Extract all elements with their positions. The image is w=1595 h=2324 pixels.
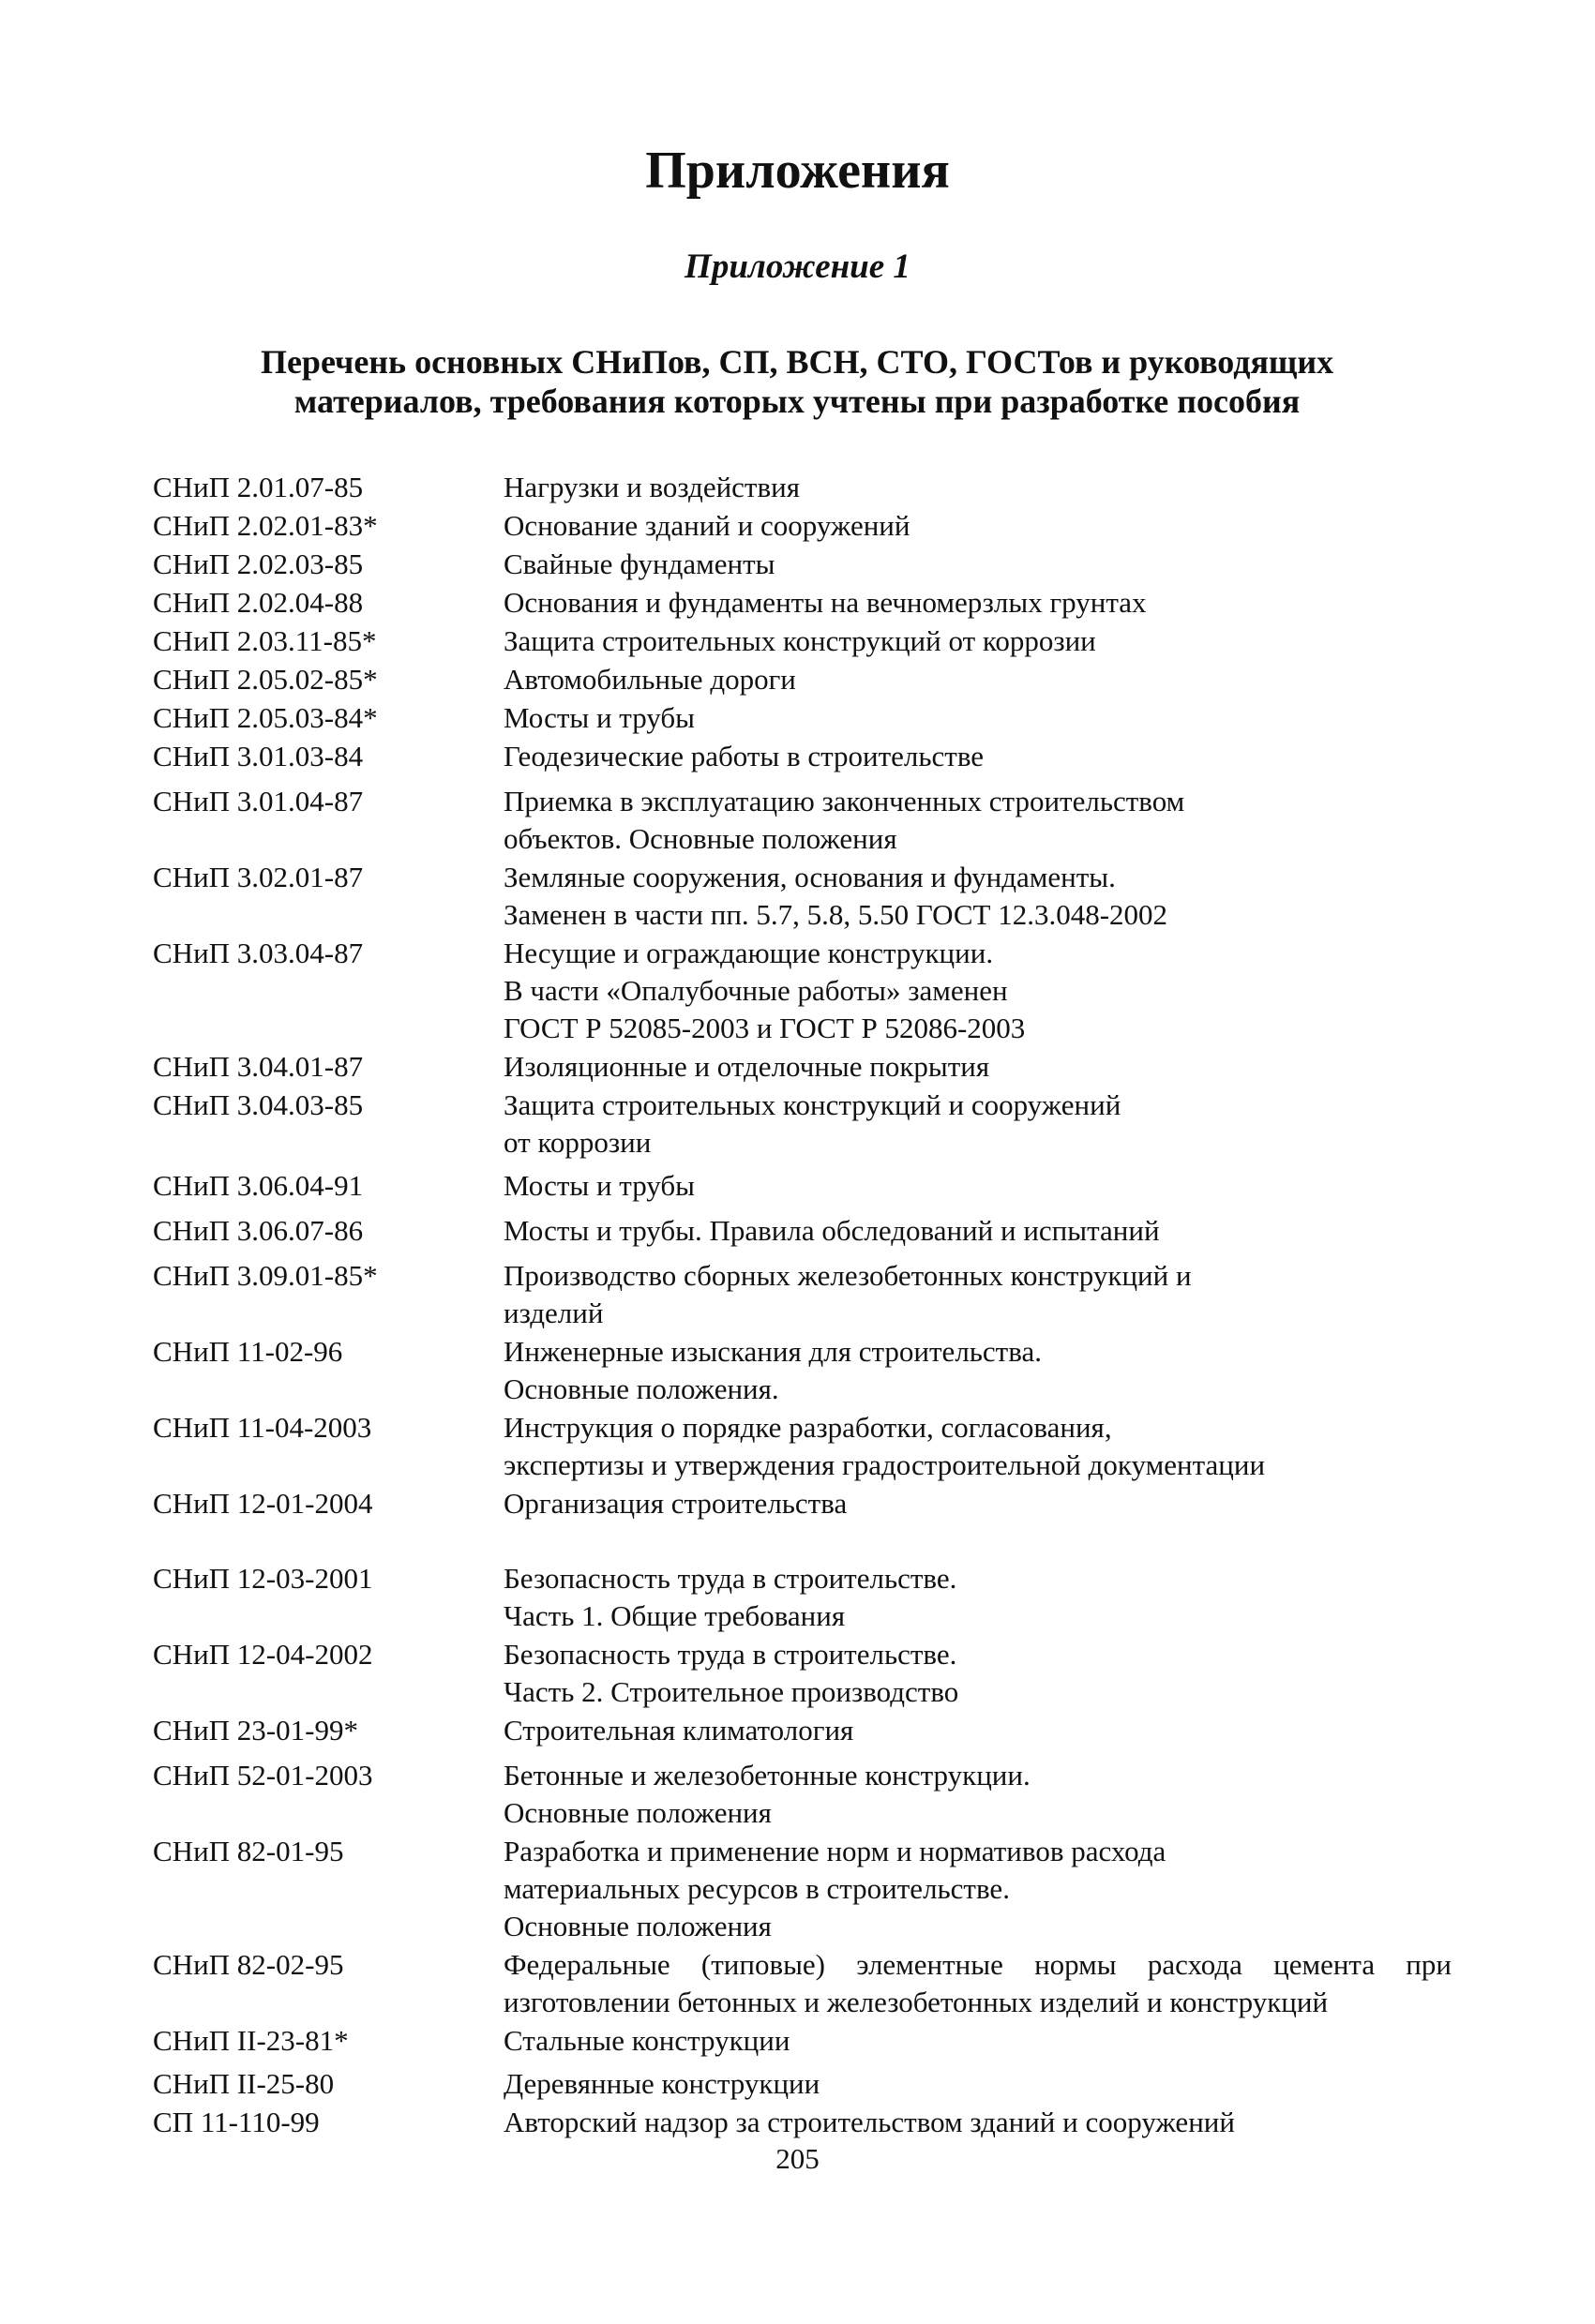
standard-title bbox=[504, 1048, 1452, 1086]
standard-title-line: Основные положения bbox=[504, 1796, 772, 1829]
standard-code: СНиП 11-02-96 bbox=[153, 1335, 343, 1368]
list-item bbox=[153, 1212, 1452, 1250]
list-item bbox=[153, 1333, 1452, 1408]
list-item bbox=[153, 546, 1452, 583]
standard-title-line: изделий bbox=[504, 1297, 604, 1329]
standards-list bbox=[153, 469, 1452, 2141]
standard-title-line: Инструкция о порядке разработки, согласования, bbox=[504, 1411, 1112, 1444]
standard-title-line: Основания и фундаменты на вечномерзлых грунтах bbox=[504, 586, 1147, 619]
standard-title-line: Федеральные (типовые) элементные нормы расхода цемента при bbox=[504, 1948, 1452, 1981]
standard-title-line: В части «Опалубочные работы» заменен bbox=[504, 974, 1008, 1007]
standard-title-line: Деревянные конструкции bbox=[504, 2067, 820, 2100]
list-item bbox=[153, 1560, 1452, 1635]
standard-title-line: Мосты и трубы bbox=[504, 701, 695, 734]
standard-title-line: Несущие и ограждающие конструкции. bbox=[504, 937, 994, 969]
list-item bbox=[153, 935, 1452, 1047]
standard-title-line: Инженерные изыскания для строительства. bbox=[504, 1335, 1042, 1368]
standard-code: СНиП 2.02.01-83* bbox=[153, 509, 378, 542]
list-item bbox=[153, 1485, 1452, 1522]
list-item bbox=[153, 2065, 1452, 2103]
standard-code: СНиП 11-04-2003 bbox=[153, 1411, 372, 1444]
standard-title bbox=[504, 1946, 1452, 2021]
list-heading-line: Перечень основных СНиПов, СП, ВСН, СТО, ГОСТов и руководящих bbox=[260, 343, 1334, 381]
standard-code: СП 11-110-99 bbox=[153, 2106, 320, 2138]
list-item bbox=[153, 1833, 1452, 1945]
standard-title-line: Геодезические работы в строительстве bbox=[504, 740, 985, 772]
standard-title-line: Нагрузки и воздействия bbox=[504, 471, 800, 503]
standard-title-line: экспертизы и утверждения градостроительной документации bbox=[504, 1448, 1266, 1481]
list-item bbox=[153, 584, 1452, 622]
list-item bbox=[153, 1636, 1452, 1711]
standard-code: СНиП 3.04.03-85 bbox=[153, 1088, 364, 1121]
list-item bbox=[153, 1757, 1452, 1832]
standard-title bbox=[504, 783, 1452, 858]
standard-title-line: Безопасность труда в строительстве. bbox=[504, 1638, 957, 1671]
appendix-label: Приложение 1 bbox=[685, 247, 910, 286]
standard-title-line: Производство сборных железобетонных конструкций и bbox=[504, 1259, 1192, 1292]
list-item bbox=[153, 1048, 1452, 1086]
standard-code: СНиП 3.02.01-87 bbox=[153, 861, 364, 893]
standard-title-line: Защита строительных конструкций и сооружений bbox=[504, 1088, 1121, 1121]
standard-title bbox=[504, 2022, 1452, 2060]
standard-code: СНиП 2.05.03-84* bbox=[153, 701, 378, 734]
standard-code: СНиП II-25-80 bbox=[153, 2067, 335, 2100]
standard-code: СНиП 3.06.07-86 bbox=[153, 1214, 364, 1247]
standard-title bbox=[504, 1257, 1452, 1332]
standard-code: СНиП 3.03.04-87 bbox=[153, 937, 364, 969]
page-title: Приложения bbox=[645, 142, 950, 200]
list-item bbox=[153, 1257, 1452, 1332]
standard-title bbox=[504, 2104, 1452, 2141]
standard-title-line: от коррозии bbox=[504, 1126, 652, 1159]
standard-code: СНиП 12-01-2004 bbox=[153, 1487, 373, 1520]
standard-title-line: изготовлении бетонных и железобетонных изделий и конструкций bbox=[504, 1986, 1329, 2018]
standard-title bbox=[504, 469, 1452, 506]
standard-title-line: Изоляционные и отделочные покрытия bbox=[504, 1050, 990, 1083]
standard-code: СНиП 52-01-2003 bbox=[153, 1759, 373, 1792]
standard-title-line: Бетонные и железобетонные конструкции. bbox=[504, 1759, 1031, 1792]
standard-title-line: Заменен в части пп. 5.7, 5.8, 5.50 ГОСТ 12.3.048-2002 bbox=[504, 898, 1168, 931]
standard-title bbox=[504, 1333, 1452, 1408]
standard-title bbox=[504, 1087, 1452, 1162]
standard-title-line: Разработка и применение норм и нормативов расхода bbox=[504, 1835, 1166, 1867]
standard-code: СНиП 3.06.04-91 bbox=[153, 1169, 364, 1202]
standard-code: СНиП 23-01-99* bbox=[153, 1714, 358, 1747]
list-item bbox=[153, 859, 1452, 934]
standard-title bbox=[504, 1409, 1452, 1484]
page-number: 205 bbox=[775, 2142, 820, 2175]
standard-title-line: Приемка в эксплуатацию законченных строительством bbox=[504, 785, 1185, 817]
standard-title-line: Основание зданий и сооружений bbox=[504, 509, 910, 542]
standard-code: СНиП 3.01.03-84 bbox=[153, 740, 364, 772]
standard-title-line: Основные положения bbox=[504, 1910, 772, 1942]
standard-title bbox=[504, 546, 1452, 583]
list-item bbox=[153, 1167, 1452, 1205]
standard-code: СНиП 2.03.11-85* bbox=[153, 624, 377, 657]
standard-title bbox=[504, 1485, 1452, 1522]
list-item bbox=[153, 1946, 1452, 2021]
standard-code: СНиП 12-04-2002 bbox=[153, 1638, 373, 1671]
standard-title-line: Мосты и трубы bbox=[504, 1169, 695, 1202]
standard-code: СНиП 3.09.01-85* bbox=[153, 1259, 378, 1292]
standard-title bbox=[504, 1212, 1452, 1250]
list-item bbox=[153, 1409, 1452, 1484]
standard-code: СНиП II-23-81* bbox=[153, 2024, 349, 2057]
standard-title-line: Часть 2. Строительное производство bbox=[504, 1675, 959, 1708]
standard-title bbox=[504, 1636, 1452, 1711]
list-item bbox=[153, 507, 1452, 545]
standard-title bbox=[504, 1167, 1452, 1205]
standard-title bbox=[504, 935, 1452, 1047]
standard-title-line: Мосты и трубы. Правила обследований и испытаний bbox=[504, 1214, 1160, 1247]
list-item bbox=[153, 469, 1452, 506]
standard-title bbox=[504, 2065, 1452, 2103]
list-heading bbox=[122, 342, 1472, 421]
standard-title bbox=[504, 584, 1452, 622]
list-item bbox=[153, 1087, 1452, 1162]
standard-title bbox=[504, 622, 1452, 660]
standard-title bbox=[504, 738, 1452, 775]
standard-title-line: Часть 1. Общие требования bbox=[504, 1599, 846, 1632]
standard-title-line: Автомобильные дороги bbox=[504, 663, 796, 696]
standard-title-line: Строительная климатология bbox=[504, 1714, 854, 1747]
list-item bbox=[153, 1712, 1452, 1749]
standard-code: СНиП 2.02.04-88 bbox=[153, 586, 364, 619]
standard-title bbox=[504, 1560, 1452, 1635]
standard-code: СНиП 2.01.07-85 bbox=[153, 471, 364, 503]
standard-title bbox=[504, 1833, 1452, 1945]
standard-code: СНиП 82-01-95 bbox=[153, 1835, 344, 1867]
list-heading-line: материалов, требования которых учтены при разработке пособия bbox=[293, 382, 1301, 420]
list-item bbox=[153, 738, 1452, 775]
standard-code: СНиП 3.04.01-87 bbox=[153, 1050, 364, 1083]
standard-title bbox=[504, 859, 1452, 934]
standard-title bbox=[504, 661, 1452, 698]
standard-title-line: Организация строительства bbox=[504, 1487, 848, 1520]
standard-code: СНиП 2.05.02-85* bbox=[153, 663, 378, 696]
list-item bbox=[153, 2104, 1452, 2141]
standard-title-line: Стальные конструкции bbox=[504, 2024, 790, 2057]
standard-title bbox=[504, 1712, 1452, 1749]
list-item bbox=[153, 622, 1452, 660]
standard-title-line: Авторский надзор за строительством зданий и сооружений bbox=[504, 2106, 1235, 2138]
standard-title-line: Защита строительных конструкций от коррозии bbox=[504, 624, 1096, 657]
standard-title-line: объектов. Основные положения bbox=[504, 822, 897, 855]
standard-title bbox=[504, 507, 1452, 545]
list-item bbox=[153, 2022, 1452, 2060]
standard-title bbox=[504, 699, 1452, 737]
standard-title-line: Земляные сооружения, основания и фундаменты. bbox=[504, 861, 1116, 893]
standard-title-line: материальных ресурсов в строительстве. bbox=[504, 1872, 1010, 1905]
standard-title-line: Свайные фундаменты bbox=[504, 547, 775, 580]
standard-code: СНиП 2.02.03-85 bbox=[153, 547, 364, 580]
standard-title-line: Основные положения. bbox=[504, 1372, 779, 1405]
standard-code: СНиП 82-02-95 bbox=[153, 1948, 344, 1981]
standard-code: СНиП 3.01.04-87 bbox=[153, 785, 364, 817]
list-item bbox=[153, 783, 1452, 858]
standard-title-line: ГОСТ Р 52085-2003 и ГОСТ Р 52086-2003 bbox=[504, 1012, 1026, 1044]
standard-title-line: Безопасность труда в строительстве. bbox=[504, 1562, 957, 1595]
standard-code: СНиП 12-03-2001 bbox=[153, 1562, 373, 1595]
list-item bbox=[153, 661, 1452, 698]
list-item bbox=[153, 699, 1452, 737]
standard-title bbox=[504, 1757, 1452, 1832]
